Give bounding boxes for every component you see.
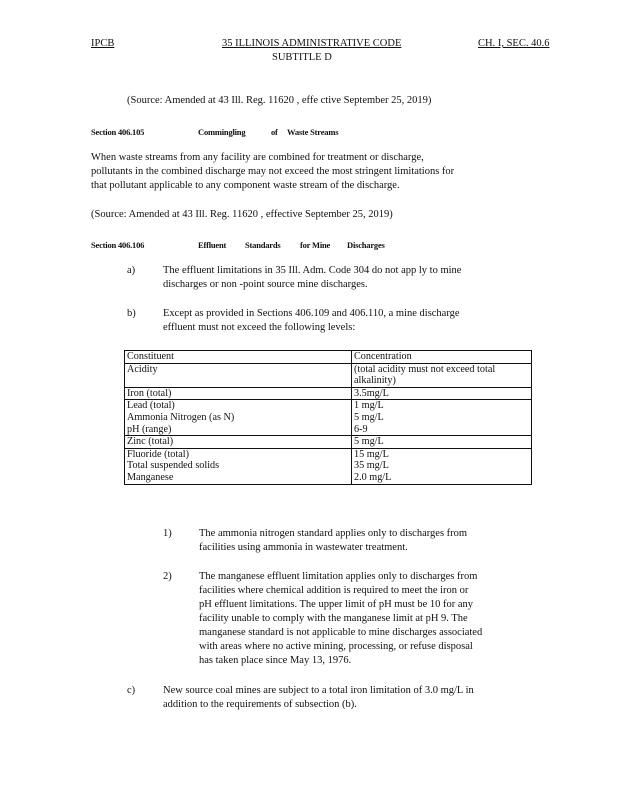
- section-105-title-rest: Waste Streams: [287, 127, 339, 137]
- note-1-marker: 1): [163, 528, 172, 539]
- note-1-line: The ammonia nitrogen standard applies only to discharges from: [199, 528, 468, 539]
- table-cell-concentration: 5 mg/L: [352, 436, 532, 449]
- table-cell-concentration: 3.5mg/L: [352, 387, 532, 400]
- item-a-marker: a): [127, 265, 136, 276]
- header-agency: IPCB: [91, 38, 115, 49]
- item-b-marker: b): [127, 308, 136, 319]
- header-chapter-section: CH. I, SEC. 40.6: [478, 38, 550, 49]
- note-2-line: has taken place since May 13, 1976.: [199, 655, 352, 666]
- effluent-standards-table: [124, 350, 532, 485]
- section-106-title-d: Discharges: [347, 240, 385, 250]
- body-105-line: pollutants in the combined discharge may not exceed the most stringent limitations for: [91, 166, 455, 177]
- table-cell-constituent: Zinc (total): [125, 436, 352, 449]
- note-2-line: with areas where no active mining, processing, or refuse disposal: [199, 641, 473, 652]
- note-2-line: pH effluent limitations. The upper limit of pH must be 10 for any: [199, 599, 474, 610]
- source-note-1: (Source: Amended at 43 Ill. Reg. 11620 , effe ctive September 25, 2019): [127, 95, 432, 106]
- table-row: [125, 448, 532, 484]
- note-2-line: facilities where chemical addition is required to meet the iron or: [199, 585, 469, 596]
- note-1-line: facilities using ammonia in wastewater treatment.: [199, 542, 408, 553]
- table-row: [125, 436, 532, 449]
- table-cell-concentration: 1 mg/L 5 mg/L 6-9: [352, 400, 532, 436]
- section-106-title-b: Standards: [245, 240, 281, 250]
- section-105-number: Section 406.105: [91, 127, 145, 137]
- body-105-line: that pollutant applicable to any component waste stream of the discharge.: [91, 180, 400, 191]
- note-2-line: facility unable to comply with the manganese limit at pH 9. The: [199, 613, 468, 624]
- item-c-line: New source coal mines are subject to a total iron limitation of 3.0 mg/L in: [163, 685, 474, 696]
- table-row: [125, 387, 532, 400]
- header-code-title: 35 ILLINOIS ADMINISTRATIVE CODE: [222, 38, 402, 49]
- note-2-line: manganese standard is not applicable to mine discharges associated: [199, 627, 483, 638]
- section-106-title-c: for Mine: [300, 240, 331, 250]
- table-header-row: [125, 351, 532, 364]
- table-cell-constituent: Lead (total) Ammonia Nitrogen (as N) pH (range): [125, 400, 352, 436]
- table-row: [125, 363, 532, 387]
- table-cell-constituent: Iron (total): [125, 387, 352, 400]
- item-c-marker: c): [127, 685, 136, 696]
- table-header-concentration: Concentration: [352, 351, 532, 364]
- body-105-line: When waste streams from any facility are combined for treatment or discharge,: [91, 152, 424, 163]
- table-header-constituent: Constituent: [125, 351, 352, 364]
- header-subtitle: SUBTITLE D: [272, 52, 332, 63]
- section-106-number: Section 406.106: [91, 240, 145, 250]
- section-105-title: Commingling: [198, 127, 246, 137]
- table-cell-constituent: Fluoride (total) Total suspended solids Manganese: [125, 448, 352, 484]
- source-note-2: (Source: Amended at 43 Ill. Reg. 11620 , effective September 25, 2019): [91, 209, 393, 220]
- item-b-line: effluent must not exceed the following levels:: [163, 322, 356, 333]
- note-2-line: The manganese effluent limitation applies only to discharges from: [199, 571, 478, 582]
- table-cell-concentration: 15 mg/L 35 mg/L 2.0 mg/L: [352, 448, 532, 484]
- item-b-line: Except as provided in Sections 406.109 and 406.110, a mine discharge: [163, 308, 460, 319]
- item-a-line: The effluent limitations in 35 Ill. Adm. Code 304 do not app ly to mine: [163, 265, 462, 276]
- table-cell-constituent: Acidity: [125, 363, 352, 387]
- section-106-title-a: Effluent: [198, 240, 227, 250]
- section-105-title-of: of: [271, 127, 278, 137]
- table-row: [125, 400, 532, 436]
- item-a-line: discharges or non -point source mine discharges.: [163, 279, 368, 290]
- table-cell-concentration: (total acidity must not exceed total alkalinity): [352, 363, 532, 387]
- item-c-line: addition to the requirements of subsection (b).: [163, 699, 357, 710]
- note-2-marker: 2): [163, 571, 172, 582]
